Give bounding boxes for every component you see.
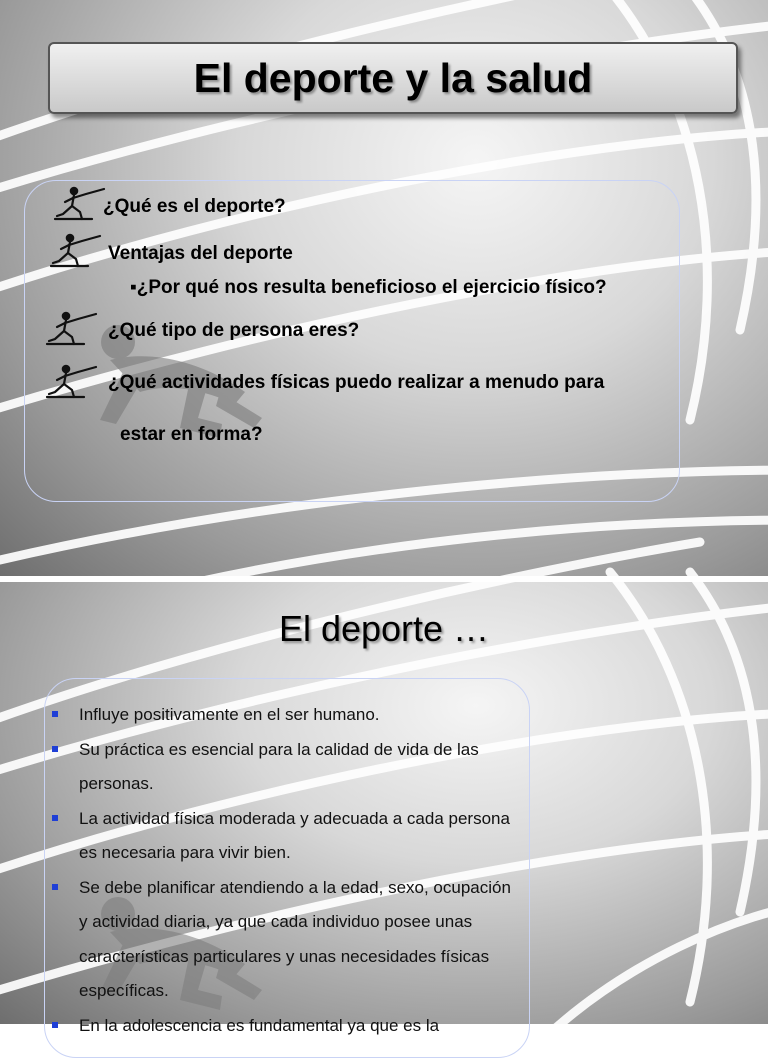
- list-item: La actividad física moderada y adecuada a cada persona es necesaria para vivir bien.: [52, 802, 522, 871]
- list-item: Influye positivamente en el ser humano.: [52, 698, 522, 733]
- agenda-subitem-text: ¿Por qué nos resulta beneficioso el ejercicio físico?: [136, 277, 607, 298]
- agenda-item-tipo-persona: ¿Qué tipo de persona eres?: [108, 320, 360, 341]
- fencer-icon: [48, 233, 104, 269]
- list-item: Su práctica es esencial para la calidad de vida de las personas.: [52, 733, 522, 802]
- list-item: En la adolescencia es fundamental ya que es la: [52, 1009, 522, 1044]
- fencer-icon: [44, 364, 100, 400]
- agenda-item-que-es-deporte: ¿Qué es el deporte?: [103, 196, 286, 217]
- agenda-item-actividades-line1: ¿Qué actividades físicas puedo realizar a menudo para: [108, 372, 605, 393]
- agenda-item-ventajas: Ventajas del deporte: [108, 243, 293, 264]
- bullet-list: [52, 698, 522, 1043]
- title-box: [48, 42, 738, 114]
- slide-title: El deporte …: [278, 608, 490, 649]
- agenda-item-actividades-line2: estar en forma?: [120, 424, 263, 445]
- fencer-icon: [52, 186, 108, 222]
- list-item: Se debe planificar atendiendo a la edad, sexo, ocupación y actividad diaria, ya que cada individuo posee unas características particulares y unas necesidades físicas específicas.: [52, 871, 522, 1009]
- sub-bullet-marker: ▪: [130, 277, 137, 298]
- agenda-subitem-beneficioso: [130, 277, 607, 299]
- fencer-icon: [44, 311, 100, 347]
- slide-title: El deporte y la salud: [193, 54, 593, 101]
- slide-2: [0, 582, 768, 1035]
